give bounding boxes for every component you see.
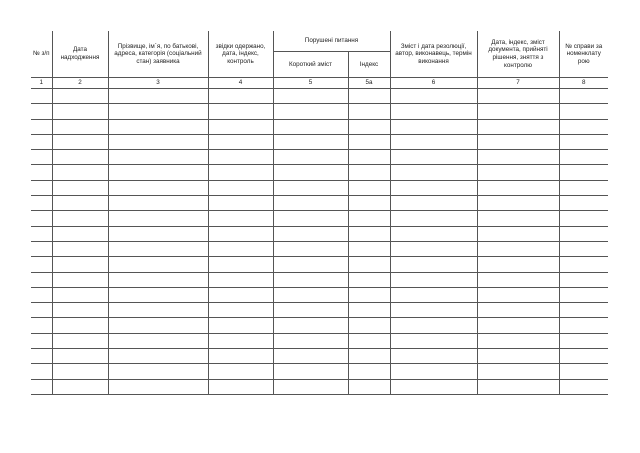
table-row <box>31 134 608 149</box>
table-cell <box>108 272 208 287</box>
table-cell <box>559 333 608 348</box>
table-row <box>31 303 608 318</box>
table-cell <box>348 104 390 119</box>
table-cell <box>52 272 108 287</box>
table-cell <box>348 287 390 302</box>
table-cell <box>31 211 52 226</box>
column-number: 7 <box>477 78 559 89</box>
table-cell <box>108 364 208 379</box>
column-number: 5 <box>273 78 348 89</box>
table-row <box>31 119 608 134</box>
table-row <box>31 241 608 256</box>
table-cell <box>273 257 348 272</box>
table-cell <box>477 165 559 180</box>
table-cell <box>208 257 273 272</box>
table-cell <box>477 241 559 256</box>
table-cell <box>348 333 390 348</box>
column-number: 2 <box>52 78 108 89</box>
table-cell <box>477 226 559 241</box>
table-cell <box>348 349 390 364</box>
table-cell <box>273 119 348 134</box>
table-cell <box>559 287 608 302</box>
table-cell <box>273 287 348 302</box>
table-cell <box>559 104 608 119</box>
table-cell <box>477 364 559 379</box>
table-cell <box>31 287 52 302</box>
table-cell <box>390 272 477 287</box>
table-cell <box>208 165 273 180</box>
table-cell <box>108 379 208 394</box>
table-cell <box>273 303 348 318</box>
table-cell <box>273 196 348 211</box>
table-cell <box>477 287 559 302</box>
table-row <box>31 150 608 165</box>
table-cell <box>208 287 273 302</box>
table-cell <box>348 119 390 134</box>
table-cell <box>477 379 559 394</box>
table-cell <box>108 165 208 180</box>
table-cell <box>559 318 608 333</box>
table-cell <box>477 180 559 195</box>
table-cell <box>273 211 348 226</box>
header-document: Дата, індекс, зміст документа, прийняті рішення, зняття з контролю <box>477 31 559 78</box>
column-number: 4 <box>208 78 273 89</box>
table-cell <box>559 211 608 226</box>
table-cell <box>108 257 208 272</box>
table-cell <box>108 333 208 348</box>
table-cell <box>559 303 608 318</box>
table-cell <box>31 272 52 287</box>
table-cell <box>390 303 477 318</box>
table-cell <box>273 180 348 195</box>
table-cell <box>390 211 477 226</box>
table-cell <box>208 349 273 364</box>
table-cell <box>477 303 559 318</box>
table-cell <box>348 364 390 379</box>
table-cell <box>31 333 52 348</box>
table-cell <box>559 196 608 211</box>
column-number: 8 <box>559 78 608 89</box>
table-cell <box>273 241 348 256</box>
table-cell <box>477 196 559 211</box>
column-number: 6 <box>390 78 477 89</box>
table-cell <box>559 165 608 180</box>
table-cell <box>52 104 108 119</box>
table-cell <box>390 241 477 256</box>
table-cell <box>390 287 477 302</box>
table-row <box>31 211 608 226</box>
table-cell <box>52 287 108 302</box>
table-cell <box>31 226 52 241</box>
table-cell <box>559 119 608 134</box>
table-cell <box>348 89 390 104</box>
table-cell <box>559 272 608 287</box>
table-cell <box>348 134 390 149</box>
header-issues: Порушені питання <box>273 31 390 52</box>
table-cell <box>31 180 52 195</box>
table-cell <box>52 226 108 241</box>
table-cell <box>390 226 477 241</box>
table-cell <box>348 211 390 226</box>
table-cell <box>52 364 108 379</box>
table-cell <box>477 333 559 348</box>
table-cell <box>108 180 208 195</box>
table-cell <box>559 257 608 272</box>
table-cell <box>559 150 608 165</box>
journal-body <box>31 89 608 395</box>
table-cell <box>273 333 348 348</box>
table-cell <box>477 349 559 364</box>
table-cell <box>31 257 52 272</box>
table-cell <box>273 318 348 333</box>
table-cell <box>390 134 477 149</box>
table-cell <box>52 165 108 180</box>
header-index: Індекс <box>348 52 390 78</box>
table-cell <box>31 134 52 149</box>
table-row <box>31 180 608 195</box>
table-cell <box>108 89 208 104</box>
table-cell <box>390 196 477 211</box>
table-row <box>31 89 608 104</box>
table-cell <box>477 211 559 226</box>
table-cell <box>52 257 108 272</box>
table-cell <box>273 165 348 180</box>
table-cell <box>52 180 108 195</box>
table-cell <box>108 104 208 119</box>
table-cell <box>559 379 608 394</box>
table-cell <box>348 241 390 256</box>
table-cell <box>52 119 108 134</box>
table-row <box>31 318 608 333</box>
table-cell <box>52 333 108 348</box>
header-case-number: № справи за номенклату рою <box>559 31 608 78</box>
table-cell <box>273 150 348 165</box>
table-cell <box>52 379 108 394</box>
table-cell <box>208 364 273 379</box>
registration-journal-table <box>31 31 608 395</box>
table-cell <box>52 349 108 364</box>
table-cell <box>208 104 273 119</box>
table-cell <box>273 379 348 394</box>
table-cell <box>31 364 52 379</box>
table-cell <box>108 150 208 165</box>
table-cell <box>348 257 390 272</box>
table-cell <box>208 272 273 287</box>
table-cell <box>348 318 390 333</box>
table-cell <box>477 257 559 272</box>
table-row <box>31 104 608 119</box>
table-cell <box>31 104 52 119</box>
table-cell <box>390 104 477 119</box>
table-row <box>31 364 608 379</box>
table-cell <box>477 150 559 165</box>
table-row <box>31 287 608 302</box>
table-cell <box>31 89 52 104</box>
table-cell <box>348 226 390 241</box>
table-cell <box>108 349 208 364</box>
header-receipt-date: Дата надходження <box>52 31 108 78</box>
table-cell <box>208 241 273 256</box>
table-cell <box>208 318 273 333</box>
table-cell <box>108 287 208 302</box>
table-cell <box>390 364 477 379</box>
table-cell <box>477 89 559 104</box>
table-row <box>31 333 608 348</box>
table-cell <box>52 318 108 333</box>
table-cell <box>559 134 608 149</box>
table-cell <box>31 303 52 318</box>
table-row <box>31 196 608 211</box>
table-cell <box>52 150 108 165</box>
table-cell <box>348 196 390 211</box>
column-number: 5а <box>348 78 390 89</box>
table-cell <box>108 211 208 226</box>
table-cell <box>477 134 559 149</box>
table-cell <box>559 349 608 364</box>
table-cell <box>390 89 477 104</box>
table-cell <box>390 119 477 134</box>
table-cell <box>390 257 477 272</box>
table-row <box>31 226 608 241</box>
table-cell <box>52 89 108 104</box>
table-cell <box>208 119 273 134</box>
table-cell <box>31 119 52 134</box>
table-cell <box>348 150 390 165</box>
table-cell <box>390 379 477 394</box>
table-cell <box>390 333 477 348</box>
table-cell <box>31 165 52 180</box>
column-number-row <box>31 78 608 89</box>
table-cell <box>273 272 348 287</box>
table-cell <box>208 303 273 318</box>
column-number: 1 <box>31 78 52 89</box>
header-summary: Короткий зміст <box>273 52 348 78</box>
table-cell <box>208 150 273 165</box>
header-source: звідки одержано, дата, індекс, контроль <box>208 31 273 78</box>
table-cell <box>390 349 477 364</box>
table-cell <box>348 379 390 394</box>
table-cell <box>390 150 477 165</box>
table-cell <box>52 134 108 149</box>
header-applicant: Прізвище, ім`я, по батькові, адреса, категорія (соціальний стан) заявника <box>108 31 208 78</box>
table-cell <box>108 196 208 211</box>
table-cell <box>348 303 390 318</box>
table-cell <box>559 180 608 195</box>
table-cell <box>208 89 273 104</box>
table-cell <box>273 104 348 119</box>
table-cell <box>477 119 559 134</box>
table-cell <box>52 241 108 256</box>
table-row <box>31 272 608 287</box>
table-cell <box>348 165 390 180</box>
table-cell <box>390 165 477 180</box>
table-cell <box>52 303 108 318</box>
table-cell <box>31 241 52 256</box>
table-cell <box>108 119 208 134</box>
table-cell <box>208 333 273 348</box>
table-cell <box>52 211 108 226</box>
table-cell <box>208 180 273 195</box>
table-cell <box>31 150 52 165</box>
table-cell <box>108 303 208 318</box>
table-cell <box>208 379 273 394</box>
table-cell <box>31 349 52 364</box>
table-cell <box>31 379 52 394</box>
table-cell <box>108 226 208 241</box>
table-cell <box>559 226 608 241</box>
table-cell <box>390 318 477 333</box>
table-cell <box>390 180 477 195</box>
table-cell <box>208 211 273 226</box>
table-cell <box>348 272 390 287</box>
table-cell <box>477 272 559 287</box>
table-cell <box>559 241 608 256</box>
table-cell <box>348 180 390 195</box>
table-cell <box>273 226 348 241</box>
table-cell <box>108 318 208 333</box>
table-cell <box>108 241 208 256</box>
table-row <box>31 257 608 272</box>
table-cell <box>108 134 208 149</box>
table-cell <box>208 134 273 149</box>
table-cell <box>273 89 348 104</box>
table-cell <box>52 196 108 211</box>
table-cell <box>31 318 52 333</box>
table-cell <box>559 364 608 379</box>
table-cell <box>273 349 348 364</box>
table-cell <box>559 89 608 104</box>
table-row <box>31 165 608 180</box>
column-number: 3 <box>108 78 208 89</box>
table-cell <box>208 226 273 241</box>
table-cell <box>208 196 273 211</box>
header-resolution: Зміст і дата резолюції, автор, виконавець, термін виконання <box>390 31 477 78</box>
table-cell <box>31 196 52 211</box>
table-row <box>31 349 608 364</box>
table-cell <box>477 318 559 333</box>
table-cell <box>273 364 348 379</box>
table-cell <box>273 134 348 149</box>
table-cell <box>477 104 559 119</box>
table-row <box>31 379 608 394</box>
header-number: № з/п <box>31 31 52 78</box>
